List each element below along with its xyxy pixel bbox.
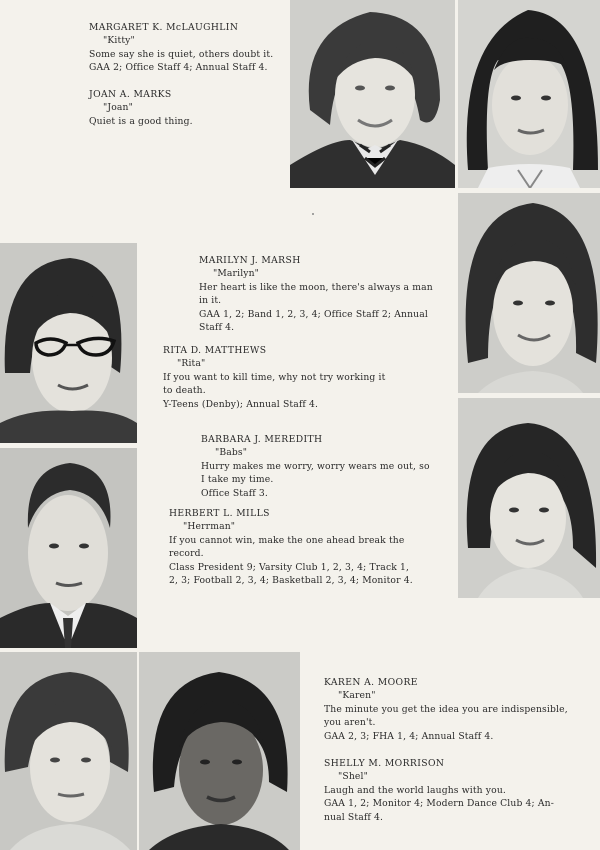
senior-name: SHELLY M. MORRISON: [324, 758, 445, 769]
senior-quote: If you cannot win, make the one ahead break the: [169, 534, 405, 546]
senior-quote: Laugh and the world laughs with you.: [324, 784, 506, 796]
portrait-herbert-mills: [0, 448, 137, 648]
portrait-shelly-morrison: [139, 652, 300, 850]
senior-activities: GAA 2; Office Staff 4; Annual Staff 4.: [89, 62, 268, 74]
senior-nickname: "Rita": [177, 358, 206, 370]
senior-name: KAREN A. MOORE: [324, 677, 418, 688]
senior-nickname: "Joan": [103, 102, 133, 114]
senior-quote: Some say she is quiet, others doubt it.: [89, 48, 274, 60]
senior-activities: GAA 1, 2; Monitor 4; Modern Dance Club 4; An-: [324, 798, 554, 810]
senior-quote: to death.: [163, 385, 206, 397]
senior-activities: 2, 3; Football 2, 3, 4; Basketball 2, 3, 4; Monitor 4.: [169, 575, 413, 587]
senior-name: BARBARA J. MEREDITH: [201, 434, 323, 445]
portrait-barbara-meredith: [458, 398, 600, 598]
bio-margaret-mclaughlin: [89, 21, 273, 75]
senior-name: HERBERT L. MILLS: [169, 508, 270, 519]
senior-quote: Her heart is like the moon, there's always a man: [199, 281, 433, 293]
senior-name: MARILYN J. MARSH: [199, 255, 301, 266]
bio-karen-moore: [324, 676, 568, 743]
senior-activities: nual Staff 4.: [324, 811, 384, 823]
senior-activities: Staff 4.: [199, 322, 235, 334]
senior-name: RITA D. MATTHEWS: [163, 345, 267, 356]
bio-barbara-meredith: [201, 433, 430, 500]
bio-joan-marks: [89, 88, 193, 128]
portrait-margaret-mclaughlin: [290, 0, 455, 188]
senior-quote: Hurry makes me worry, worry wears me out, so: [201, 460, 430, 472]
bio-shelly-morrison: [324, 757, 554, 824]
bio-marilyn-marsh: [199, 254, 433, 334]
senior-quote: in it.: [199, 295, 222, 307]
senior-nickname: "Herrman": [183, 521, 236, 533]
senior-nickname: "Marilyn": [213, 268, 260, 280]
portrait-marilyn-marsh: [458, 193, 600, 393]
portrait-rita-matthews: [0, 243, 137, 443]
print-speck: [312, 213, 314, 215]
senior-activities: GAA 2, 3; FHA 1, 4; Annual Staff 4.: [324, 730, 494, 742]
senior-activities: GAA 1, 2; Band 1, 2, 3, 4; Office Staff 2; Annual: [199, 308, 428, 320]
senior-activities: Y-Teens (Denby); Annual Staff 4.: [163, 398, 319, 410]
senior-quote: I take my time.: [201, 474, 274, 486]
senior-name: MARGARET K. McLAUGHLIN: [89, 22, 239, 33]
bio-herbert-mills: [169, 507, 413, 587]
senior-quote: Quiet is a good thing.: [89, 115, 193, 127]
senior-quote: record.: [169, 548, 204, 560]
portrait-karen-moore: [0, 652, 137, 850]
senior-nickname: "Karen": [338, 690, 376, 702]
senior-quote: you aren't.: [324, 717, 376, 729]
senior-nickname: "Babs": [215, 447, 248, 459]
senior-activities: Class President 9; Varsity Club 1, 2, 3, 4; Track 1,: [169, 561, 410, 573]
senior-name: JOAN A. MARKS: [89, 89, 172, 100]
portrait-joan-marks: [458, 0, 600, 188]
bio-rita-matthews: [163, 344, 385, 411]
senior-nickname: "Kitty": [103, 35, 135, 47]
senior-nickname: "Shel": [338, 771, 368, 783]
senior-activities: Office Staff 3.: [201, 487, 268, 499]
senior-quote: The minute you get the idea you are indispensible,: [324, 703, 568, 715]
senior-quote: If you want to kill time, why not try working it: [163, 371, 386, 383]
